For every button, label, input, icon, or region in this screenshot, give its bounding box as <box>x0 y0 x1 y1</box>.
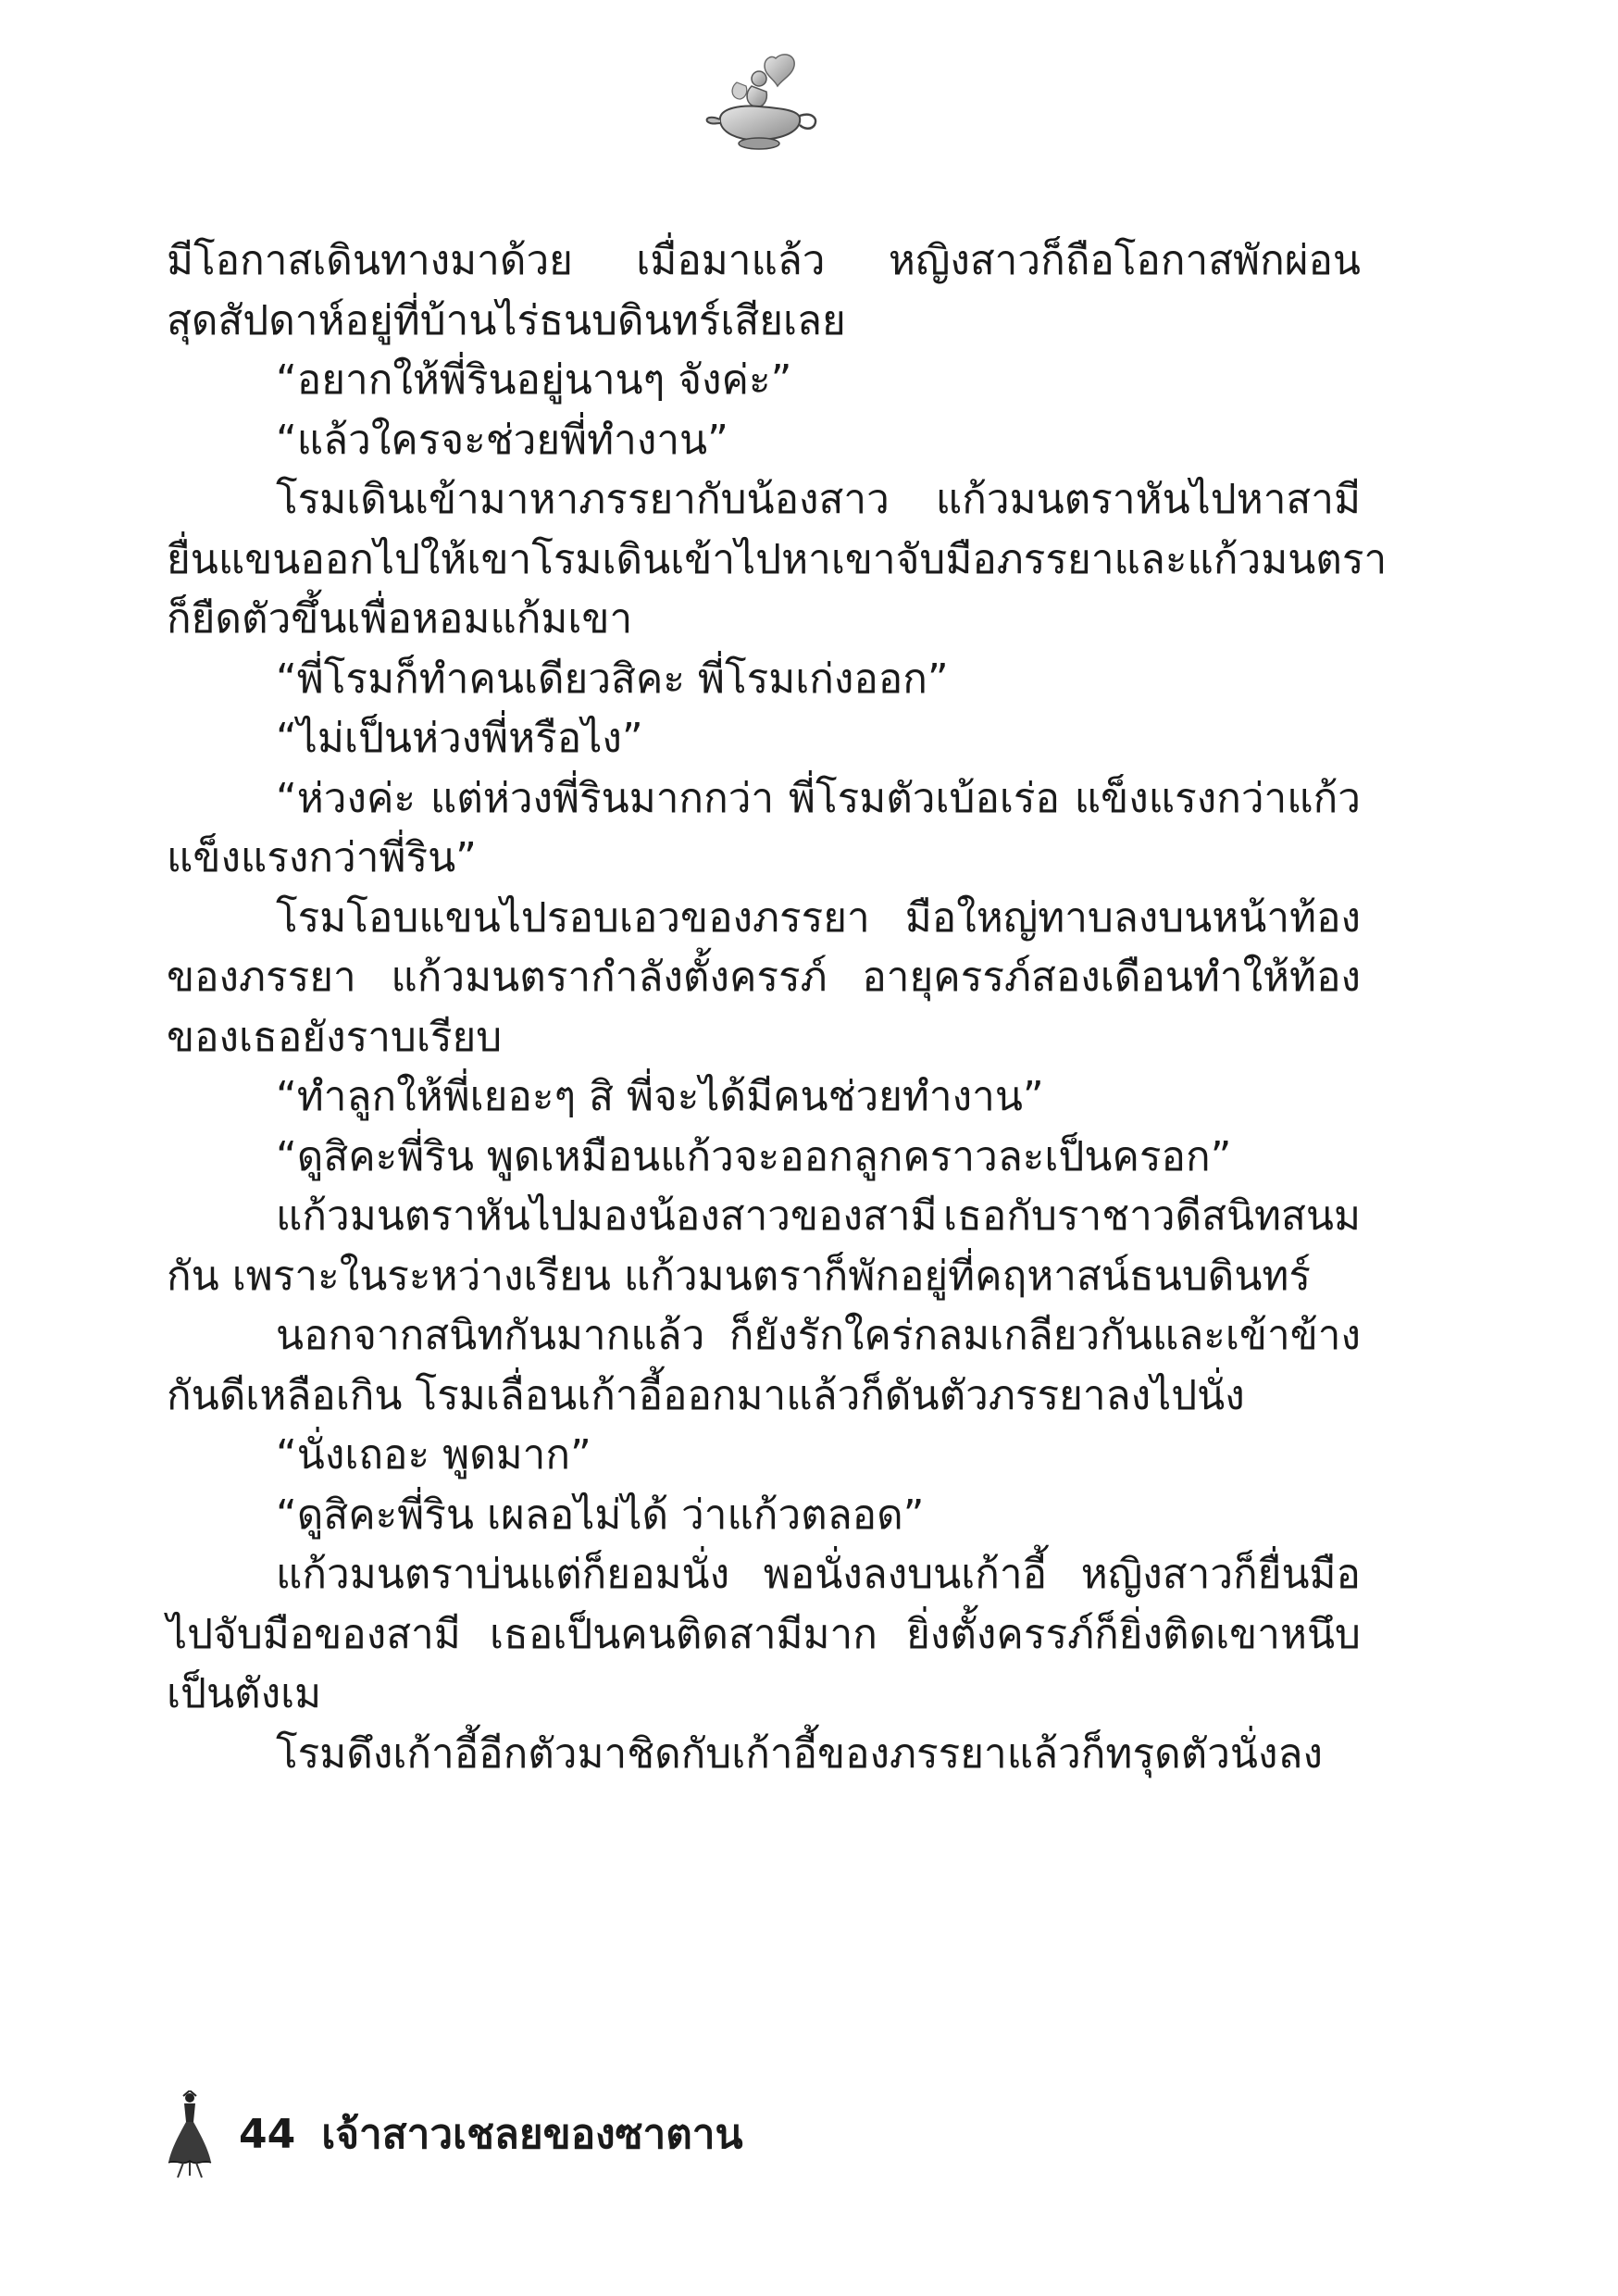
text-word: เมื่อมาแล้ว <box>636 237 826 284</box>
text-word: ไปจับมือของสามี <box>167 1610 461 1658</box>
dress-ornament-icon <box>167 2090 213 2178</box>
text-line <box>167 530 1388 591</box>
text-word: ก็ยังรักใคร่กลมเกลียวกันและเข้าข้าง <box>728 1312 1361 1359</box>
text-line-content: “แล้วใครจะช่วยพี่ทำงาน” <box>276 416 728 464</box>
text-line-content: ของเธอยังราบเรียบ <box>167 1013 503 1061</box>
page-body-text <box>167 231 1388 1784</box>
text-word: แข็งแรงกว่าแก้ว <box>1074 774 1361 822</box>
text-word: นอกจากสนิทกันมากแล้ว <box>276 1312 705 1359</box>
text-line <box>167 709 1361 769</box>
text-line-content: “อยากให้พี่รินอยู่นานๆ จังค่ะ” <box>276 356 792 404</box>
text-word: แก้วมนตรากำลังตั้งครรภ์ <box>391 954 828 1001</box>
text-line-content: “พี่โรมก็ทำคนเดียวสิคะ พี่โรมเก่งออก” <box>276 655 949 703</box>
text-word: มือใหญ่ทาบลงบนหน้าท้อง <box>904 893 1361 942</box>
text-line <box>167 292 1361 352</box>
text-word: แก้วมนตราหันไปหาสามี <box>935 476 1361 523</box>
text-word: เธอเป็นคนติดสามีมาก <box>489 1610 877 1658</box>
text-line <box>167 411 1361 471</box>
text-line-content: “ดูสิคะพี่ริน เผลอไม่ได้ ว่าแก้วตลอด” <box>276 1491 925 1539</box>
text-line-content: “ดูสิคะพี่ริน พูดเหมือนแก้วจะออกลูกคราวละเป็นครอก” <box>276 1132 1232 1180</box>
text-line <box>167 948 1361 1008</box>
text-word: และแก้วมนตรา <box>1114 535 1388 583</box>
text-word: แก้วมนตราหันไปมองน้องสาวของสามี <box>276 1192 938 1240</box>
text-line-content: แข็งแรงกว่าพี่ริน” <box>167 834 477 881</box>
text-line <box>167 889 1361 949</box>
text-line <box>167 650 1361 710</box>
text-line-content: เป็นตังเม <box>167 1670 322 1717</box>
text-line <box>167 470 1361 530</box>
text-line-content: สุดสัปดาห์อยู่ที่บ้านไร่ธนบดินทร์เสียเลย <box>167 296 846 344</box>
text-line <box>167 1366 1361 1427</box>
text-line-content: “ทำลูกให้พี่เยอะๆ สิ พี่จะได้มีคนช่วยทำงาน” <box>276 1073 1044 1120</box>
page-number: 44 <box>239 2110 296 2158</box>
text-word: ยื่นแขนออกไปให้เขา <box>167 535 532 583</box>
text-word: เขาจับมือภรรยา <box>830 535 1114 583</box>
text-line <box>167 1306 1361 1366</box>
text-word: อายุครรภ์สองเดือนทำให้ท้อง <box>862 954 1361 1001</box>
text-word: แต่ห่วงพี่รินมากกว่า <box>429 774 775 822</box>
text-line <box>167 231 1361 292</box>
text-word: โรมเดินเข้ามาหาภรรยากับน้องสาว <box>276 476 890 523</box>
text-word: “ห่วงค่ะ <box>276 774 417 822</box>
text-word: พอนั่งลงบนเก้าอี้ <box>763 1551 1048 1598</box>
text-line <box>167 1725 1361 1785</box>
text-line <box>167 1486 1361 1546</box>
text-line <box>167 1008 1361 1068</box>
text-line <box>167 351 1361 411</box>
page-footer <box>167 2088 743 2180</box>
text-line-content: กันดีเหลือเกิน โรมเลื่อนเก้าอี้ออกมาแล้วก็ดันตัวภรรยาลงไปนั่ง <box>167 1371 1245 1419</box>
text-line <box>167 829 1361 889</box>
text-line-content: ก็ยืดตัวขึ้นเพื่อหอมแก้มเขา <box>167 595 633 643</box>
text-line <box>167 1665 1361 1725</box>
text-line-content: “ไม่เป็นห่วงพี่หรือไง” <box>276 715 643 762</box>
text-word: พี่โรมตัวเบ้อเร่อ <box>788 774 1060 822</box>
text-word: เธอกับราชาวดีสนิทสนม <box>943 1192 1361 1240</box>
text-line <box>167 1187 1361 1247</box>
text-word: หญิงสาวก็ยื่นมือ <box>1080 1551 1361 1598</box>
text-word: มีโอกาสเดินทางมาด้วย <box>167 237 573 284</box>
text-line <box>167 1128 1361 1188</box>
cupid-teapot-ornament-icon <box>703 51 824 153</box>
text-line <box>167 1426 1361 1486</box>
text-word: โรมเดินเข้าไปหา <box>531 535 831 583</box>
text-word: ของภรรยา <box>167 954 356 1001</box>
text-word: แก้วมนตราบ่นแต่ก็ยอมนั่ง <box>276 1551 730 1598</box>
text-line <box>167 590 1361 650</box>
book-title: เจ้าสาวเชลยของซาตาน <box>321 2111 743 2158</box>
text-line <box>167 1545 1361 1605</box>
text-line <box>167 1067 1361 1128</box>
text-word: หญิงสาวก็ถือโอกาสพักผ่อน <box>888 237 1361 284</box>
text-word: ยิ่งตั้งครรภ์ก็ยิ่งติดเขาหนึบ <box>906 1610 1361 1658</box>
text-line <box>167 1605 1361 1666</box>
text-word: โรมโอบแขนไปรอบเอวของภรรยา <box>276 893 870 942</box>
text-line <box>167 1247 1361 1307</box>
text-line-content: กัน เพราะในระหว่างเรียน แก้วมนตราก็พักอยู่ที่คฤหาสน์ธนบดินทร์ <box>167 1252 1312 1300</box>
text-line-content: “นั่งเถอะ พูดมาก” <box>276 1431 591 1479</box>
text-line <box>167 769 1361 830</box>
text-line-content: โรมดึงเก้าอี้อีกตัวมาชิดกับเก้าอี้ของภรรยาแล้วก็ทรุดตัวนั่งลง <box>276 1729 1323 1778</box>
